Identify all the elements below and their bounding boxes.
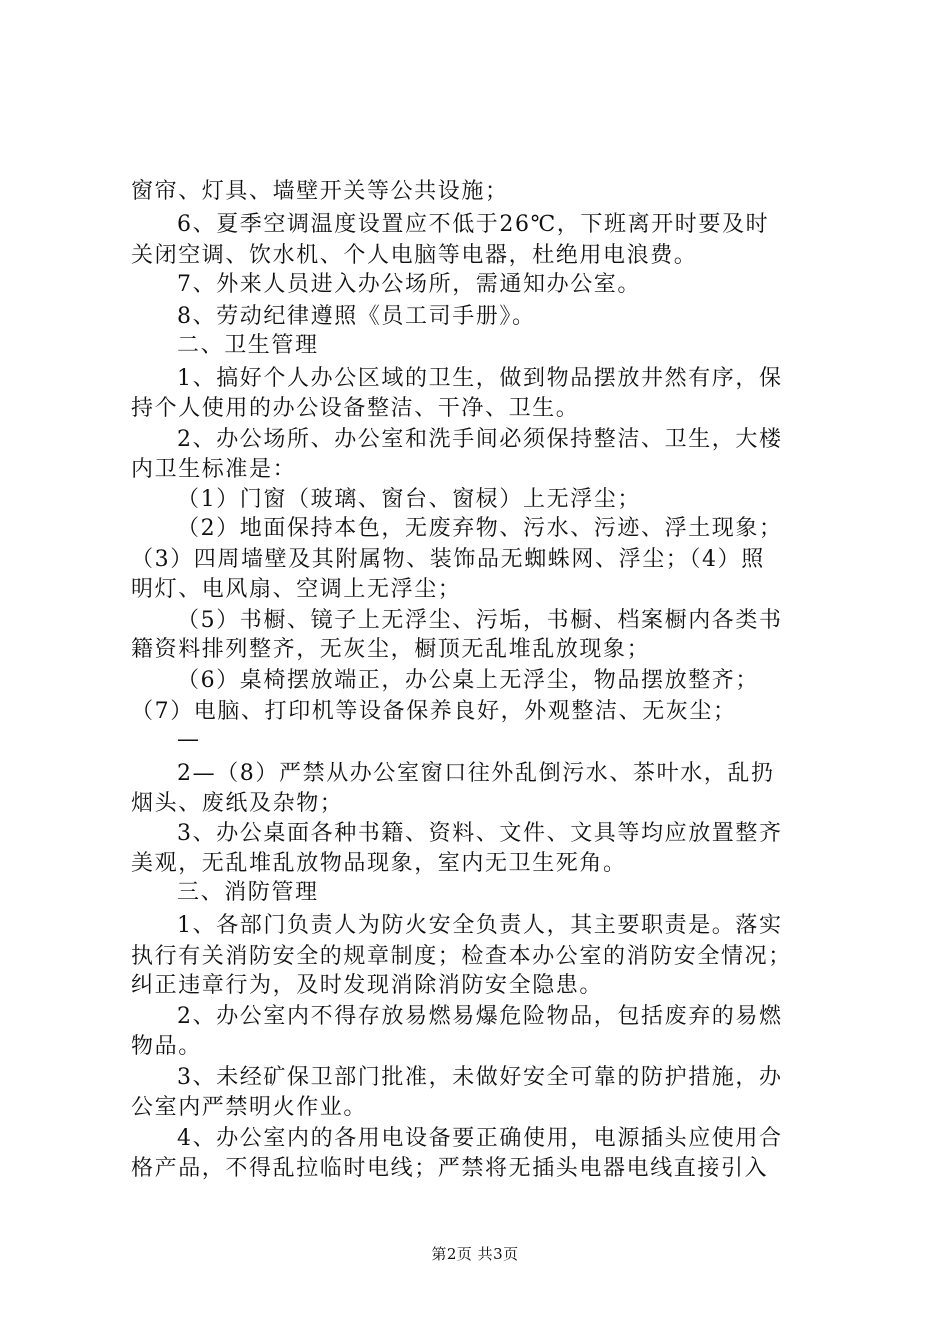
text-line: 纠正违章行为，及时发现消除消防安全隐患。 — [131, 973, 604, 998]
text-line: 2、办公场所、办公室和洗手间必须保持整洁、卫生，大楼 — [177, 427, 783, 452]
text-line: 6、夏季空调温度设置应不低于26℃，下班离开时要及时 — [177, 212, 770, 237]
text-line: 内卫生标准是： — [131, 457, 297, 482]
text-line: 美观，无乱堆乱放物品现象，室内无卫生死角。 — [131, 851, 627, 876]
text-line: 公室内严禁明火作业。 — [131, 1095, 368, 1120]
text-line: 持个人使用的办公设备整洁、干净、卫生。 — [131, 396, 580, 421]
text-line: 1、各部门负责人为防火安全负责人，其主要职责是。落实 — [177, 913, 783, 938]
separator-dash: — — [177, 727, 201, 752]
text-line: （7）电脑、打印机等设备保养良好，外观整洁、无灰尘； — [131, 699, 737, 724]
text-line: 籍资料排列整齐，无灰尘，橱顶无乱堆乱放现象； — [131, 637, 651, 662]
text-line: 7、外来人员进入办公场所，需通知办公室。 — [177, 272, 641, 297]
text-line: 关闭空调、饮水机、个人电脑等电器，杜绝用电浪费。 — [131, 243, 698, 268]
text-line: 4、办公室内的各用电设备要正确使用，电源插头应使用合 — [177, 1126, 783, 1151]
text-line: 格产品，不得乱拉临时电线；严禁将无插头电器电线直接引入 — [131, 1156, 769, 1181]
text-line: 1、搞好个人办公区域的卫生，做到物品摆放井然有序，保 — [177, 366, 783, 391]
text-line: （2）地面保持本色，无废弃物、污水、污迹、浮土现象； — [177, 516, 783, 541]
text-line: 执行有关消防安全的规章制度；检查本办公室的消防安全情况； — [131, 944, 792, 969]
text-line: （6）桌椅摆放端正，办公桌上无浮尘，物品摆放整齐； — [177, 668, 759, 693]
text-line: 3、未经矿保卫部门批准，未做好安全可靠的防护措施，办 — [177, 1065, 783, 1090]
text-line: 窗帘、灯具、墙壁开关等公共设施； — [131, 179, 509, 204]
page-footer: 第2页 共3页 — [431, 1245, 519, 1263]
text-line: （3）四周墙壁及其附属物、装饰品无蜘蛛网、浮尘；（4）照 — [131, 547, 765, 572]
section-heading: 三、消防管理 — [177, 880, 319, 905]
text-line: 8、劳动纪律遵照《员工司手册》。 — [177, 304, 536, 329]
text-line: 2、办公室内不得存放易燃易爆危险物品，包括废弃的易燃 — [177, 1004, 783, 1029]
text-line: 2—（8）严禁从办公室窗口往外乱倒污水、茶叶水，乱扔 — [177, 761, 775, 786]
text-line: （1）门窗（玻璃、窗台、窗棂）上无浮尘； — [177, 487, 641, 512]
section-heading: 二、卫生管理 — [177, 333, 319, 358]
text-line: 明灯、电风扇、空调上无浮尘； — [131, 577, 462, 602]
text-line: 物品。 — [131, 1034, 202, 1059]
text-line: 烟头、废纸及杂物； — [131, 791, 344, 816]
text-line: （5）书橱、镜子上无浮尘、污垢，书橱、档案橱内各类书 — [177, 608, 783, 633]
text-line: 3、办公桌面各种书籍、资料、文件、文具等均应放置整齐 — [177, 821, 783, 846]
